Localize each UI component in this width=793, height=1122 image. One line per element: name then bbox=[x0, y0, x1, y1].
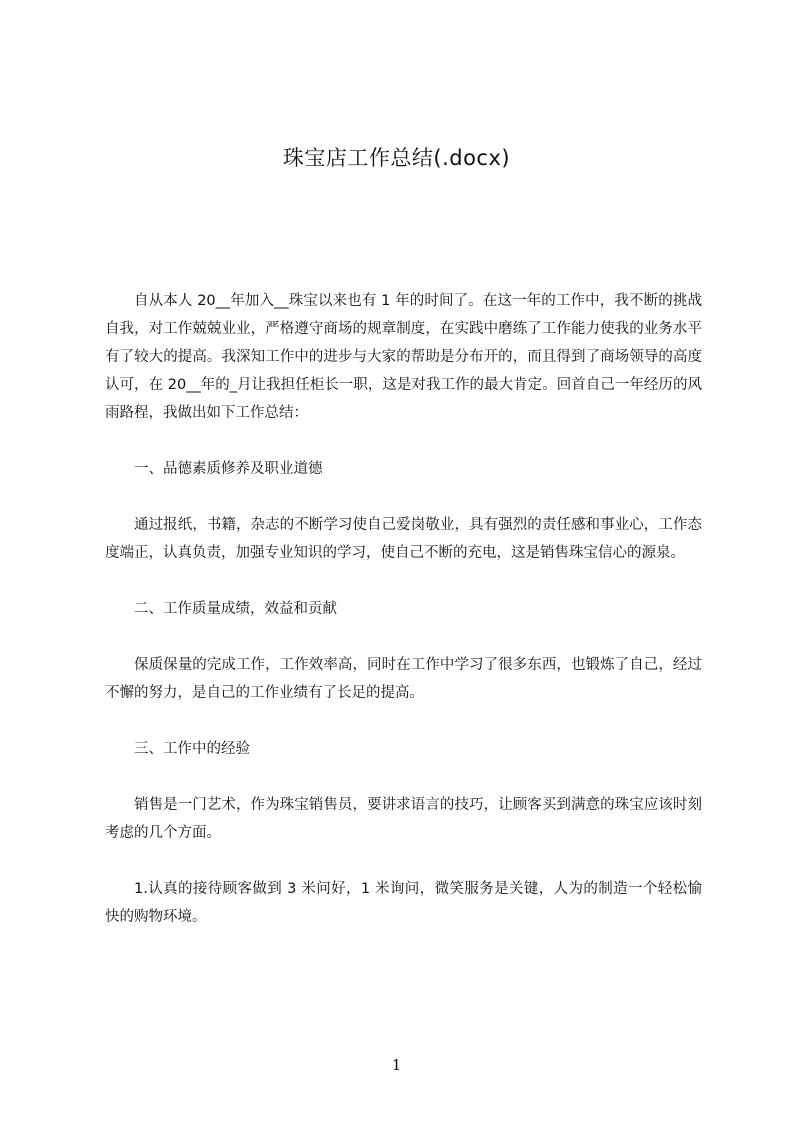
ethics-paragraph: 通过报纸，书籍，杂志的不断学习使自己爱岗敬业，具有强烈的责任感和事业心，工作态度端正，认真负责，加强专业知识的学习，使自己不断的充电，这是销售珠宝信心的源泉。 bbox=[105, 517, 702, 561]
document-title: 珠宝店工作总结(.docx) bbox=[282, 146, 511, 170]
document-body bbox=[105, 287, 702, 931]
intro-paragraph: 自从本人 20__年加入__珠宝以来也有 1 年的时间了。在这一年的工作中，我不断的挑战自我，对工作兢兢业业，严格遵守商场的规章制度，在实践中磨练了工作能力使我的业务水平有了较大的提高。我深知工作中的进步与大家的帮助是分布开的，而且得到了商场领导的高度认可，在 20__年的_月让我担任柜长一职，这是对我工作的最大肯定。回首自己一年经历的风雨路程，我做出如下工作总结： bbox=[105, 293, 702, 421]
numbered-point-1: 1.认真的接待顾客做到 3 米问好，1 米询问，微笑服务是关键，人为的制造一个轻松愉快的购物环境。 bbox=[105, 881, 702, 925]
section-heading-experience: 三、工作中的经验 bbox=[134, 741, 250, 757]
performance-paragraph: 保质保量的完成工作，工作效率高，同时在工作中学习了很多东西，也锻炼了自己，经过不懈的努力，是自己的工作业绩有了长足的提高。 bbox=[105, 657, 702, 701]
section-heading-ethics: 一、品德素质修养及职业道德 bbox=[134, 461, 323, 477]
experience-paragraph: 销售是一门艺术，作为珠宝销售员，要讲求语言的技巧，让顾客买到满意的珠宝应该时刻考虑的几个方面。 bbox=[105, 797, 702, 841]
page-number: 1 bbox=[391, 1056, 402, 1074]
section-heading-performance: 二、工作质量成绩，效益和贡献 bbox=[134, 601, 337, 617]
